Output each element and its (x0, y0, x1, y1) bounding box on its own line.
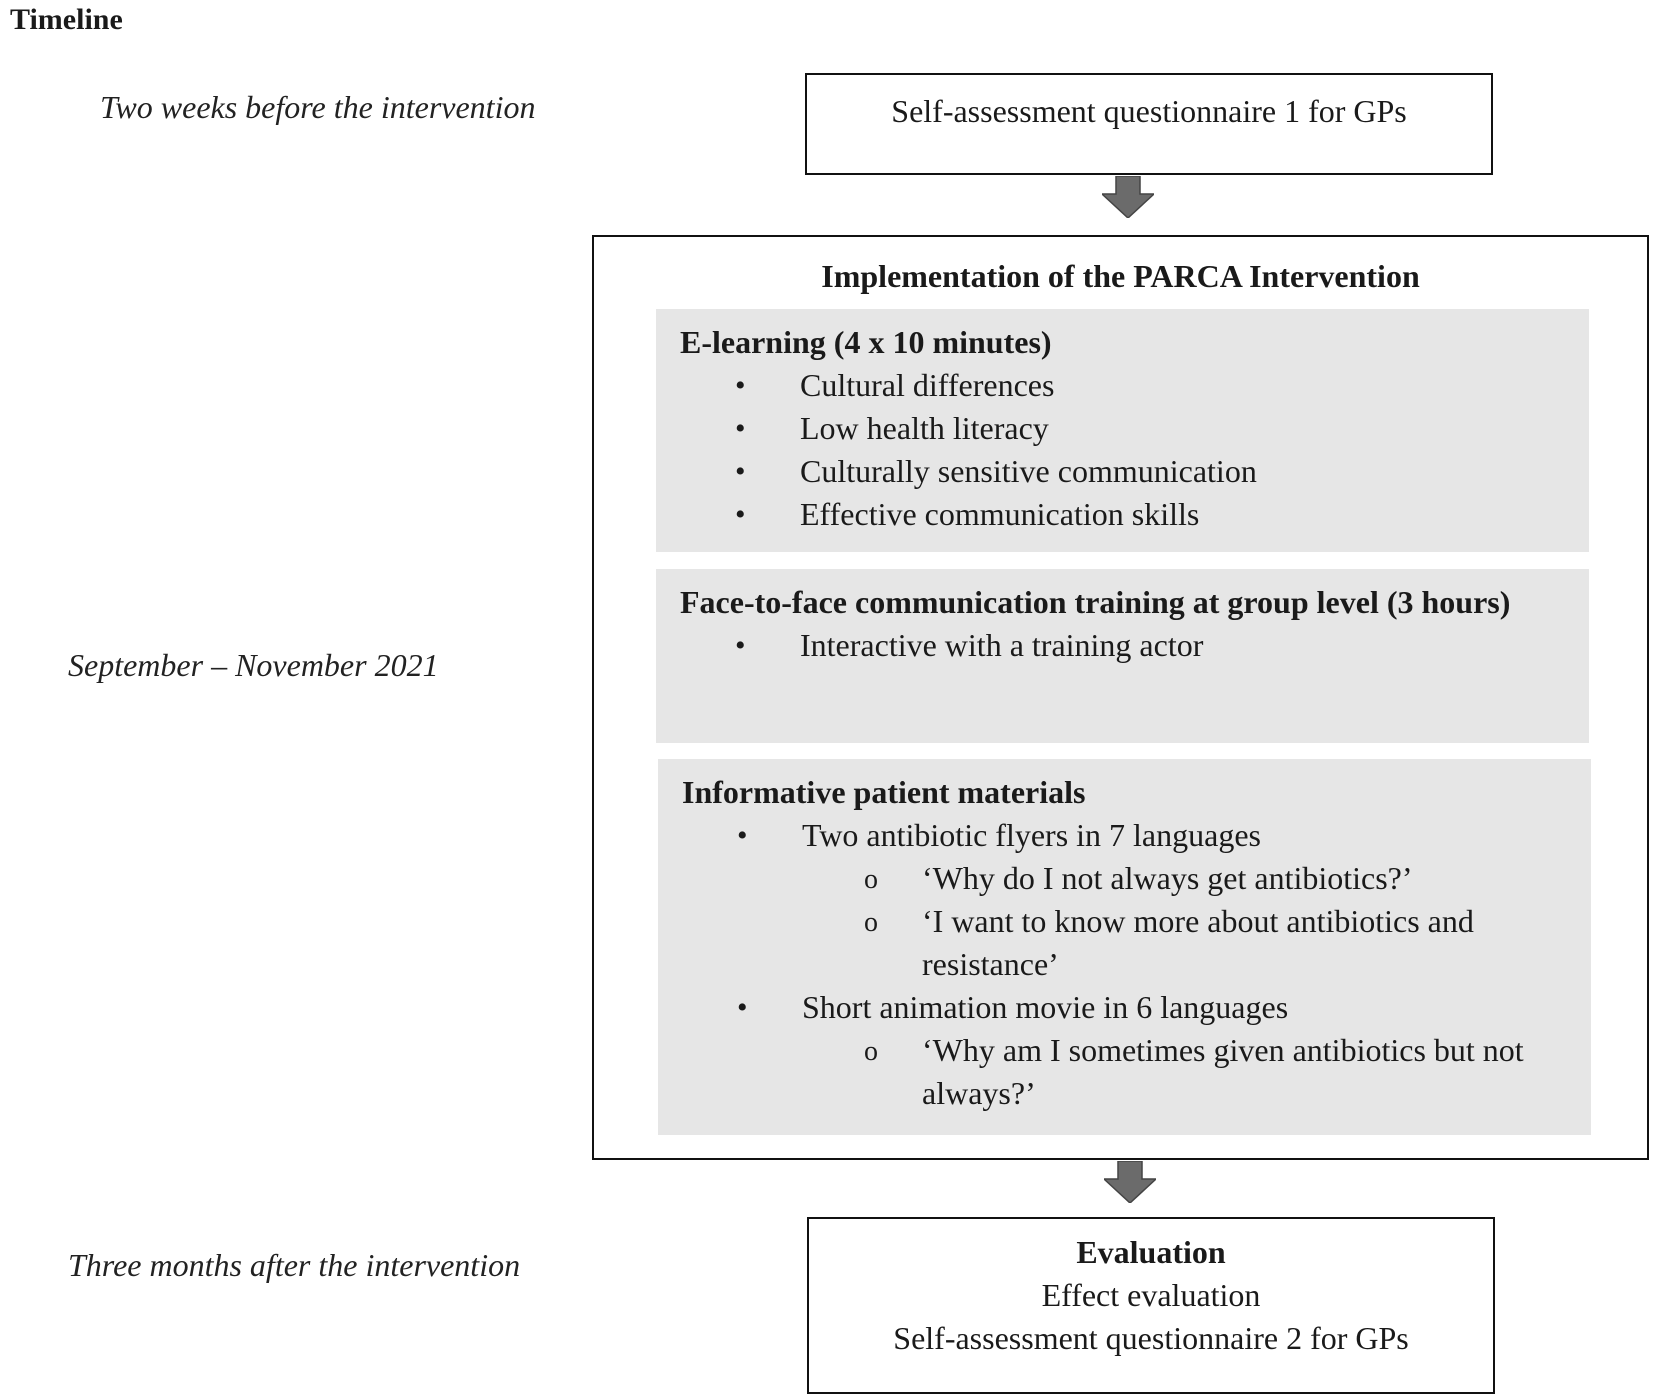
materials-title: Informative patient materials (682, 774, 1086, 810)
timeline-label-after: Three months after the intervention (68, 1247, 521, 1283)
elearning-panel (656, 309, 1589, 552)
list-item: • Culturally sensitive communication (680, 450, 1565, 493)
sub-list-item: o ‘Why do I not always get antibiotics?’ (802, 857, 1567, 900)
list-item: • Effective communication skills (680, 493, 1565, 536)
list-item (682, 814, 1567, 986)
materials-panel (658, 759, 1591, 1135)
sub-list-item: o ‘Why am I sometimes given antibiotics but not always?’ (802, 1029, 1567, 1115)
training-list (680, 624, 1565, 667)
intervention-title: Implementation of the PARCA Intervention (821, 258, 1420, 294)
training-panel (656, 569, 1589, 743)
evaluation-box (807, 1217, 1495, 1394)
materials-list (682, 814, 1567, 1115)
movie-label: Short animation movie in 6 languages (802, 989, 1289, 1025)
evaluation-line-2: Self-assessment questionnaire 2 for GPs (893, 1320, 1409, 1356)
down-arrow-icon (1104, 1161, 1156, 1203)
training-title: Face-to-face communication training at group level (3 hours) (680, 584, 1511, 620)
sub-list-item: o ‘I want to know more about antibiotics and resistance’ (802, 900, 1567, 986)
timeline-heading: Timeline (10, 3, 123, 36)
evaluation-line-1: Effect evaluation (1041, 1277, 1261, 1313)
down-arrow-icon (1102, 176, 1154, 218)
list-item: • Interactive with a training actor (680, 624, 1565, 667)
timeline-label-before: Two weeks before the intervention (100, 89, 536, 125)
flyers-label: Two antibiotic flyers in 7 languages (802, 817, 1261, 853)
questionnaire-1-text: Self-assessment questionnaire 1 for GPs (891, 93, 1407, 129)
timeline-label-during: September – November 2021 (68, 647, 439, 683)
questionnaire-1-box (805, 73, 1493, 175)
list-item: • Low health literacy (680, 407, 1565, 450)
intervention-box (592, 235, 1649, 1160)
evaluation-title: Evaluation (1076, 1234, 1226, 1270)
elearning-title: E-learning (4 x 10 minutes) (680, 324, 1052, 360)
list-item (682, 986, 1567, 1115)
flyers-sublist (802, 857, 1567, 986)
elearning-list (680, 364, 1565, 536)
movie-sublist (802, 1029, 1567, 1115)
list-item: • Cultural differences (680, 364, 1565, 407)
